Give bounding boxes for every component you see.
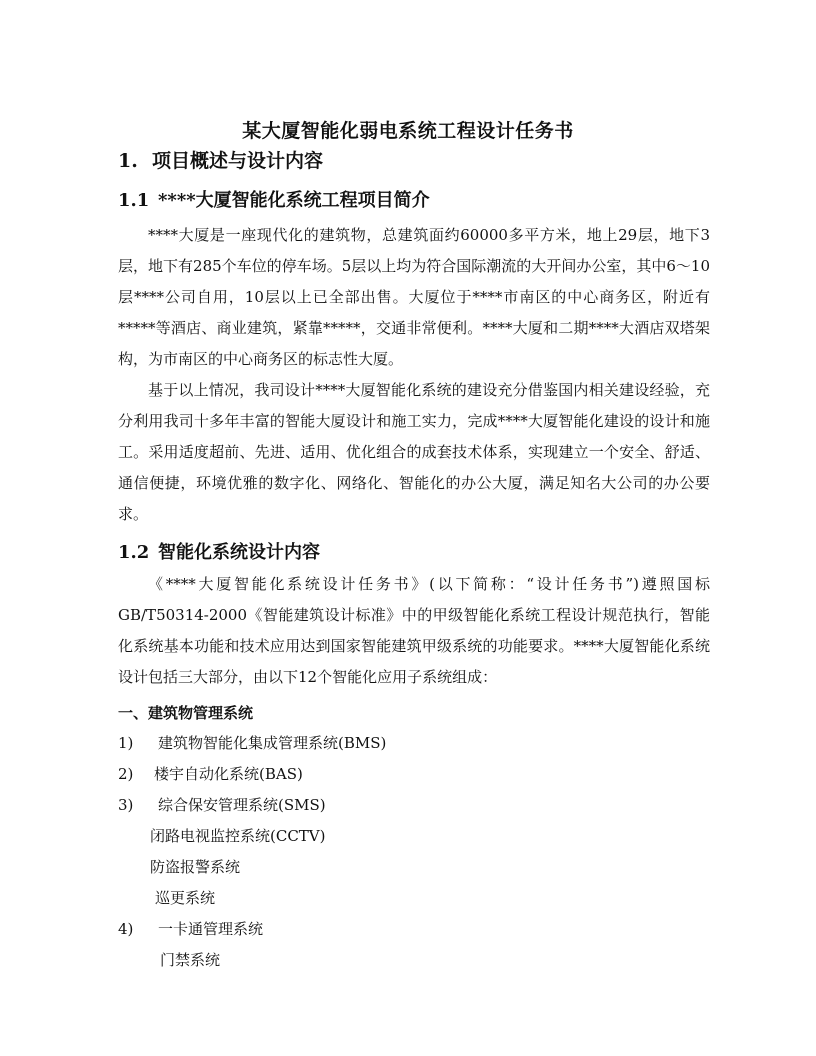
section-1-number: 1.: [118, 150, 138, 172]
section-1-1-heading: [118, 186, 430, 212]
list-item-3-label: 综合保安管理系统(SMS): [158, 796, 326, 814]
sub-item-cctv: 闭路电视监控系统(CCTV): [150, 827, 326, 845]
list-item-3-number: 3): [118, 796, 134, 814]
sub-item-access-control: 门禁系统: [160, 951, 221, 969]
list-item-1-label: 建筑物智能化集成管理系统(BMS): [158, 734, 387, 752]
design-content-paragraph: 《****大厦智能化系统设计任务书》(以下简称：“设计任务书”)遵照国标GB/T50314-2000《智能建筑设计标准》中的甲级智能化系统工程设计规范执行，智能化系统基本功能和技术应用达到国家智能建筑甲级系统的功能要求。****大厦智能化系统设计包括三大部分，由以下12个智能化应用子系统组成：: [118, 575, 710, 686]
section-1-heading: [118, 146, 323, 173]
list-item-2: [118, 764, 303, 784]
section-1-1-title: ****大厦智能化系统工程项目简介: [158, 190, 430, 211]
list-item-4: [118, 919, 263, 939]
section-1-2-title: 智能化系统设计内容: [158, 542, 320, 563]
list-item-2-number: 2): [118, 765, 134, 783]
section-1-2-heading: [118, 538, 320, 564]
section-1-1-number: 1.1: [118, 190, 150, 211]
part-1-title: 一、建筑物管理系统: [118, 704, 254, 722]
list-item-2-label: 楼宇自动化系统(BAS): [154, 765, 303, 783]
list-item-4-label: 一卡通管理系统: [158, 920, 264, 938]
intro-paragraph-2: 基于以上情况，我司设计****大厦智能化系统的建设充分借鉴国内相关建设经验，充分利用我司十多年丰富的智能大厦设计和施工实力，完成****大厦智能化建设的设计和施工。采用适度超前、先进、适用、优化组合的成套技术体系，实现建立一个安全、舒适、通信便捷，环境优雅的数字化、网络化、智能化的办公大厦，满足知名大公司的办公要求。: [118, 381, 710, 523]
list-item-1: [118, 733, 386, 753]
section-1-title: 项目概述与设计内容: [152, 150, 324, 172]
sub-item-patrol: 巡更系统: [155, 889, 216, 907]
intro-paragraph-1: ****大厦是一座现代化的建筑物，总建筑面约60000多平方米，地上29层，地下3层，地下有285个车位的停车场。5层以上均为符合国际潮流的大开间办公室，其中6～10层****公司自用，10层以上已全部出售。大厦位于****市南区的中心商务区，附近有*****等酒店、商业建筑，紧靠*****，交通非常便利。****大厦和二期****大酒店双塔架构，为市南区的中心商务区的标志性大厦。: [118, 226, 710, 368]
list-item-1-number: 1): [118, 734, 134, 752]
document-title: 某大厦智能化弱电系统工程设计任务书: [242, 120, 574, 142]
list-item-4-number: 4): [118, 920, 134, 938]
list-item-3: [118, 795, 326, 815]
sub-item-alarm: 防盗报警系统: [150, 858, 241, 876]
section-1-2-number: 1.2: [118, 542, 150, 563]
